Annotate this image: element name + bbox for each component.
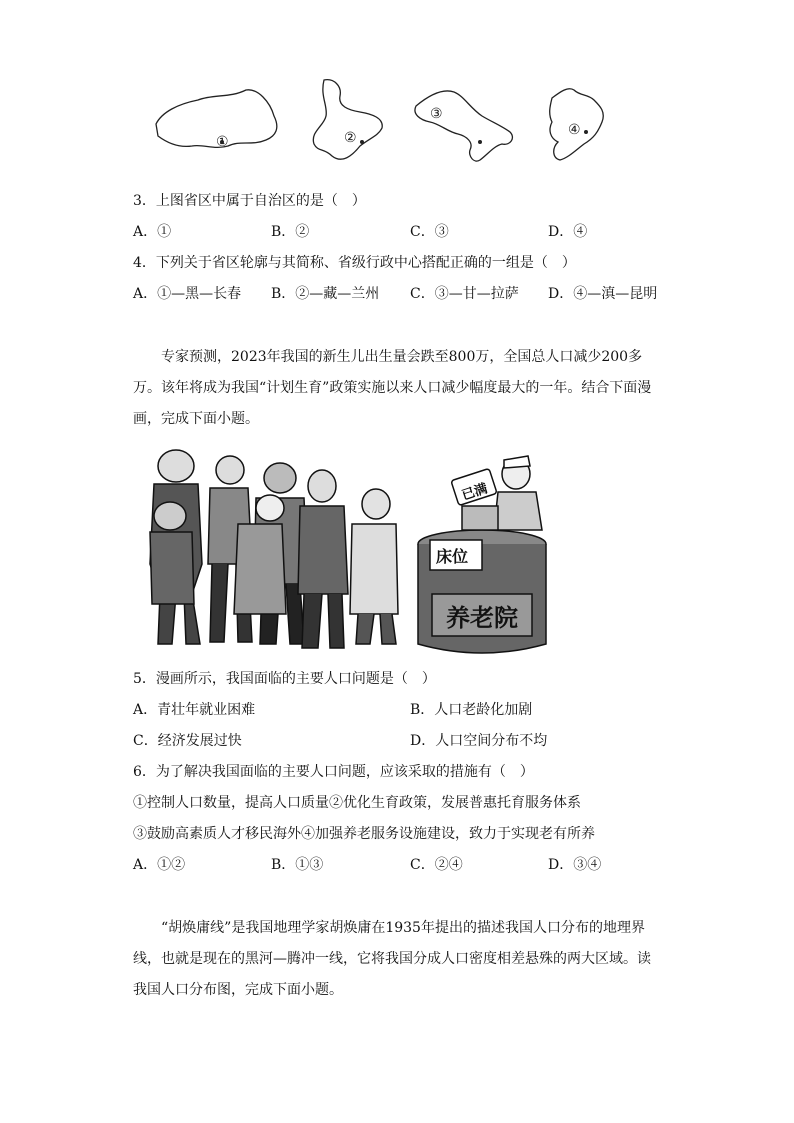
q3-option-d[interactable]: D．④ bbox=[548, 224, 588, 240]
map-gansu-outline bbox=[415, 91, 512, 161]
q6-option-d[interactable]: D．③④ bbox=[548, 857, 602, 873]
map-label-2: ② bbox=[344, 130, 357, 146]
question-4-stem: 4．下列关于省区轮廓与其简称、省级行政中心搭配正确的一组是（ ） bbox=[133, 255, 576, 271]
q5-option-c[interactable]: C．经济发展过快 bbox=[133, 733, 242, 749]
q6-option-c[interactable]: C．②④ bbox=[410, 857, 463, 873]
question-6-stem: 6．为了解决我国面临的主要人口问题，应该采取的措施有（ ） bbox=[133, 764, 534, 780]
q5-option-b[interactable]: B．人口老龄化加剧 bbox=[410, 702, 533, 718]
elderly-care-cartoon bbox=[132, 444, 552, 662]
question-5-stem: 5．漫画所示，我国面临的主要人口问题是（ ） bbox=[133, 671, 436, 687]
question-6-statements-3-4: ③鼓励高素质人才移民海外④加强养老服务设施建设，致力于实现老有所养 bbox=[133, 826, 595, 842]
map-label-3: ③ bbox=[430, 106, 443, 122]
q4-option-c[interactable]: C．③—甘—拉萨 bbox=[410, 286, 519, 302]
q3-option-a[interactable]: A．① bbox=[133, 224, 172, 240]
map-label-1: ① bbox=[216, 134, 229, 150]
q4-option-b[interactable]: B．②—藏—兰州 bbox=[271, 286, 380, 302]
q4-option-d[interactable]: D．④—滇—昆明 bbox=[548, 286, 658, 302]
full-sign bbox=[451, 468, 497, 505]
passage-hu-line: “胡焕庸线”是我国地理学家胡焕庸在1935年提出的描述我国人口分布的地理界线，也就是现在的黑河—腾冲一线，它将我国分成人口密度相差悬殊的两大区域。读我国人口分布图，完成下面小题。 bbox=[133, 920, 651, 998]
province-outline-maps bbox=[148, 76, 618, 168]
question-3-stem: 3．上图省区中属于自治区的是（ ） bbox=[133, 193, 366, 209]
map-label-4: ④ bbox=[568, 122, 581, 138]
q6-option-b[interactable]: B．①③ bbox=[271, 857, 324, 873]
passage-population-forecast: 专家预测，2023年我国的新生儿出生量会跌至800万，全国总人口减少200多万。该年将成为我国“计划生育”政策实施以来人口减少幅度最大的一年。结合下面漫画，完成下面小题。 bbox=[133, 349, 652, 427]
q3-option-c[interactable]: C．③ bbox=[410, 224, 449, 240]
elderly-queue-figures bbox=[150, 450, 398, 648]
q6-option-a[interactable]: A．①② bbox=[133, 857, 186, 873]
q3-option-b[interactable]: B．② bbox=[271, 224, 310, 240]
bed-label: 床位 bbox=[436, 547, 469, 566]
q5-option-a[interactable]: A．青壮年就业困难 bbox=[133, 702, 256, 718]
question-6-statements-1-2: ①控制人口数量，提高人口质量②优化生育政策，发展普惠托育服务体系 bbox=[133, 795, 581, 811]
q5-option-d[interactable]: D．人口空间分布不均 bbox=[410, 733, 548, 749]
nursing-home-label: 养老院 bbox=[446, 604, 518, 632]
map-heilongjiang-outline bbox=[313, 80, 382, 160]
full-sign-text: 已满 bbox=[460, 481, 490, 504]
q4-option-a[interactable]: A．①—黑—长春 bbox=[133, 286, 242, 302]
